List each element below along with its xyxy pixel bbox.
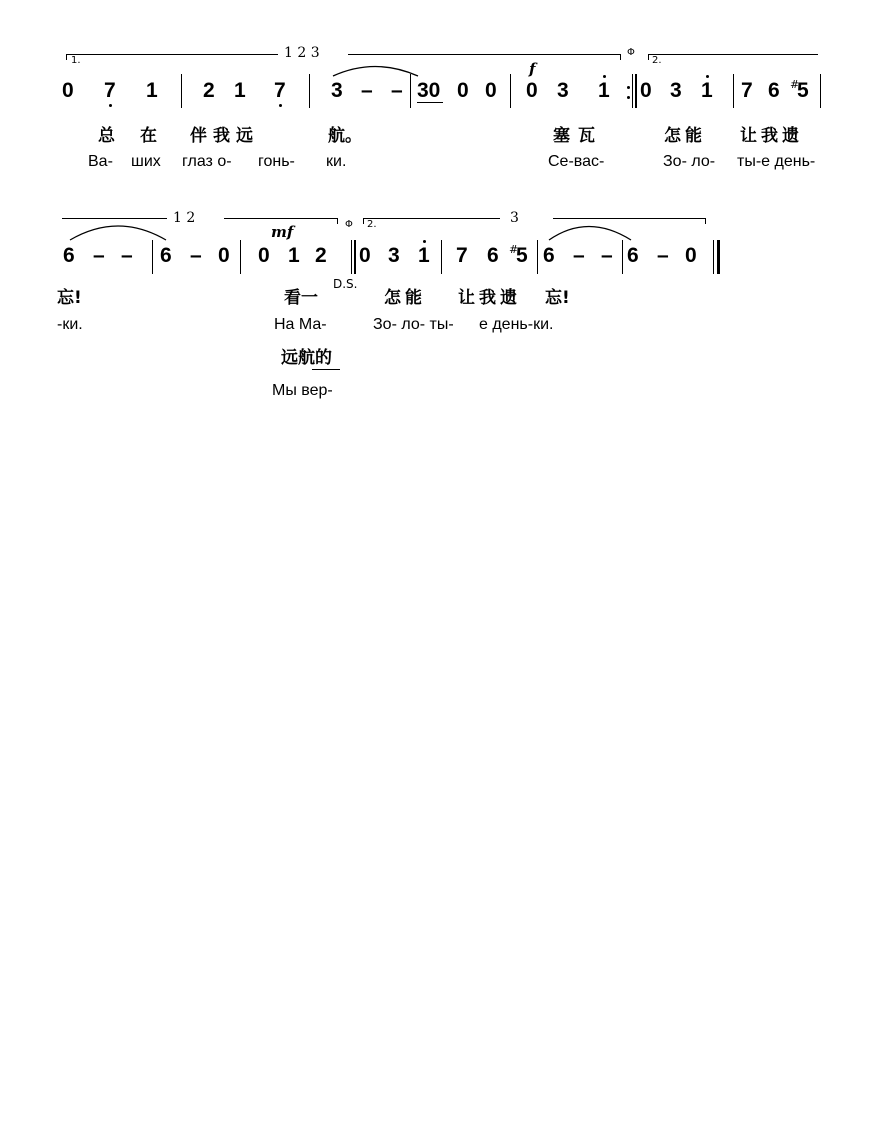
- lyric-chinese: 伴我远: [190, 126, 259, 146]
- lyric-chinese: 怎能: [664, 126, 706, 146]
- lyric-chinese: 看一: [284, 288, 318, 308]
- dash: –: [190, 244, 202, 267]
- lyric-russian: ших: [131, 153, 161, 170]
- note: 1: [701, 79, 713, 102]
- note: 7: [104, 79, 116, 102]
- note: 1: [418, 244, 430, 267]
- note: 0: [457, 79, 469, 102]
- note: 6: [63, 244, 75, 267]
- note: 1: [288, 244, 300, 267]
- note: 0: [218, 244, 230, 267]
- slur: [333, 67, 418, 77]
- dash: –: [573, 244, 585, 267]
- lyric-chinese: 总: [98, 126, 115, 146]
- lyric-chinese: 忘!: [545, 288, 570, 308]
- lyric-russian: -ки.: [57, 316, 83, 333]
- sharp-sign: #: [509, 243, 519, 256]
- note: 3: [557, 79, 569, 102]
- lyric-russian-verse-2: Мы вер-: [272, 382, 333, 399]
- note: 7: [456, 244, 468, 267]
- lyric-chinese: 在: [140, 126, 157, 146]
- note: 0: [62, 79, 74, 102]
- note: 0: [526, 79, 538, 102]
- dynamic-forte: f: [529, 60, 536, 78]
- volta-3-label: 3: [510, 210, 519, 226]
- dash: –: [391, 79, 403, 102]
- slur: [549, 227, 631, 241]
- lyric-chinese: 忘!: [57, 288, 82, 308]
- segno-mark: Φ: [345, 219, 353, 230]
- dash: –: [601, 244, 613, 267]
- lyric-russian: глаз о-: [182, 153, 232, 170]
- note: 0: [640, 79, 652, 102]
- volta-2-label: 2.: [652, 55, 662, 66]
- note: 7: [741, 79, 753, 102]
- note: 3: [670, 79, 682, 102]
- lyric-chinese: 怎能: [384, 288, 426, 308]
- lyric-russian: Зо- ло- ты-: [373, 316, 454, 333]
- lyric-russian: На Ма-: [274, 316, 327, 333]
- note: 7: [274, 79, 286, 102]
- dash: –: [93, 244, 105, 267]
- note: 6: [768, 79, 780, 102]
- lyric-chinese: 塞瓦: [553, 126, 603, 146]
- sharp-sign: #: [790, 78, 800, 91]
- ds-mark: D.S.: [333, 277, 358, 291]
- lyric-chinese: 让我遗: [458, 288, 521, 308]
- repeat-counts: 1 2: [173, 210, 196, 226]
- dash: –: [121, 244, 133, 267]
- dynamic-mezzo-forte: mf: [271, 223, 294, 241]
- lyric-chinese: 航。: [328, 126, 362, 146]
- note: 6: [160, 244, 172, 267]
- note: 5: [516, 244, 528, 267]
- note: 0: [258, 244, 270, 267]
- note: 3: [388, 244, 400, 267]
- lyric-russian: гонь-: [258, 153, 295, 170]
- note: 3: [331, 79, 343, 102]
- volta-1-label: 1.: [71, 55, 81, 66]
- lyric-chinese: 让我遗: [740, 126, 803, 146]
- lyric-russian: е день-ки.: [479, 316, 554, 333]
- note: 1: [234, 79, 246, 102]
- note: 2: [315, 244, 327, 267]
- dash: –: [361, 79, 373, 102]
- lyric-russian: Се-вас-: [548, 153, 605, 170]
- note: 1: [598, 79, 610, 102]
- lyric-russian: Зо- ло-: [663, 153, 716, 170]
- lyric-russian: ки.: [326, 153, 347, 170]
- slur: [70, 226, 166, 240]
- volta-2-label: 2.: [367, 219, 377, 230]
- note: 0: [685, 244, 697, 267]
- note: 0: [359, 244, 371, 267]
- lyric-russian: ты-е день-: [737, 153, 816, 170]
- note: 0: [485, 79, 497, 102]
- repeat-counts: 1 2 3: [284, 45, 320, 61]
- dash: –: [657, 244, 669, 267]
- note: 1: [146, 79, 158, 102]
- lyric-chinese-verse-2: 远航的: [281, 348, 332, 368]
- lyric-russian: Ва-: [88, 153, 113, 170]
- note: 5: [797, 79, 809, 102]
- note: 6: [543, 244, 555, 267]
- note: 2: [203, 79, 215, 102]
- note: 6: [627, 244, 639, 267]
- note: 6: [487, 244, 499, 267]
- segno-mark: Φ: [627, 47, 635, 58]
- note: 30: [417, 79, 441, 102]
